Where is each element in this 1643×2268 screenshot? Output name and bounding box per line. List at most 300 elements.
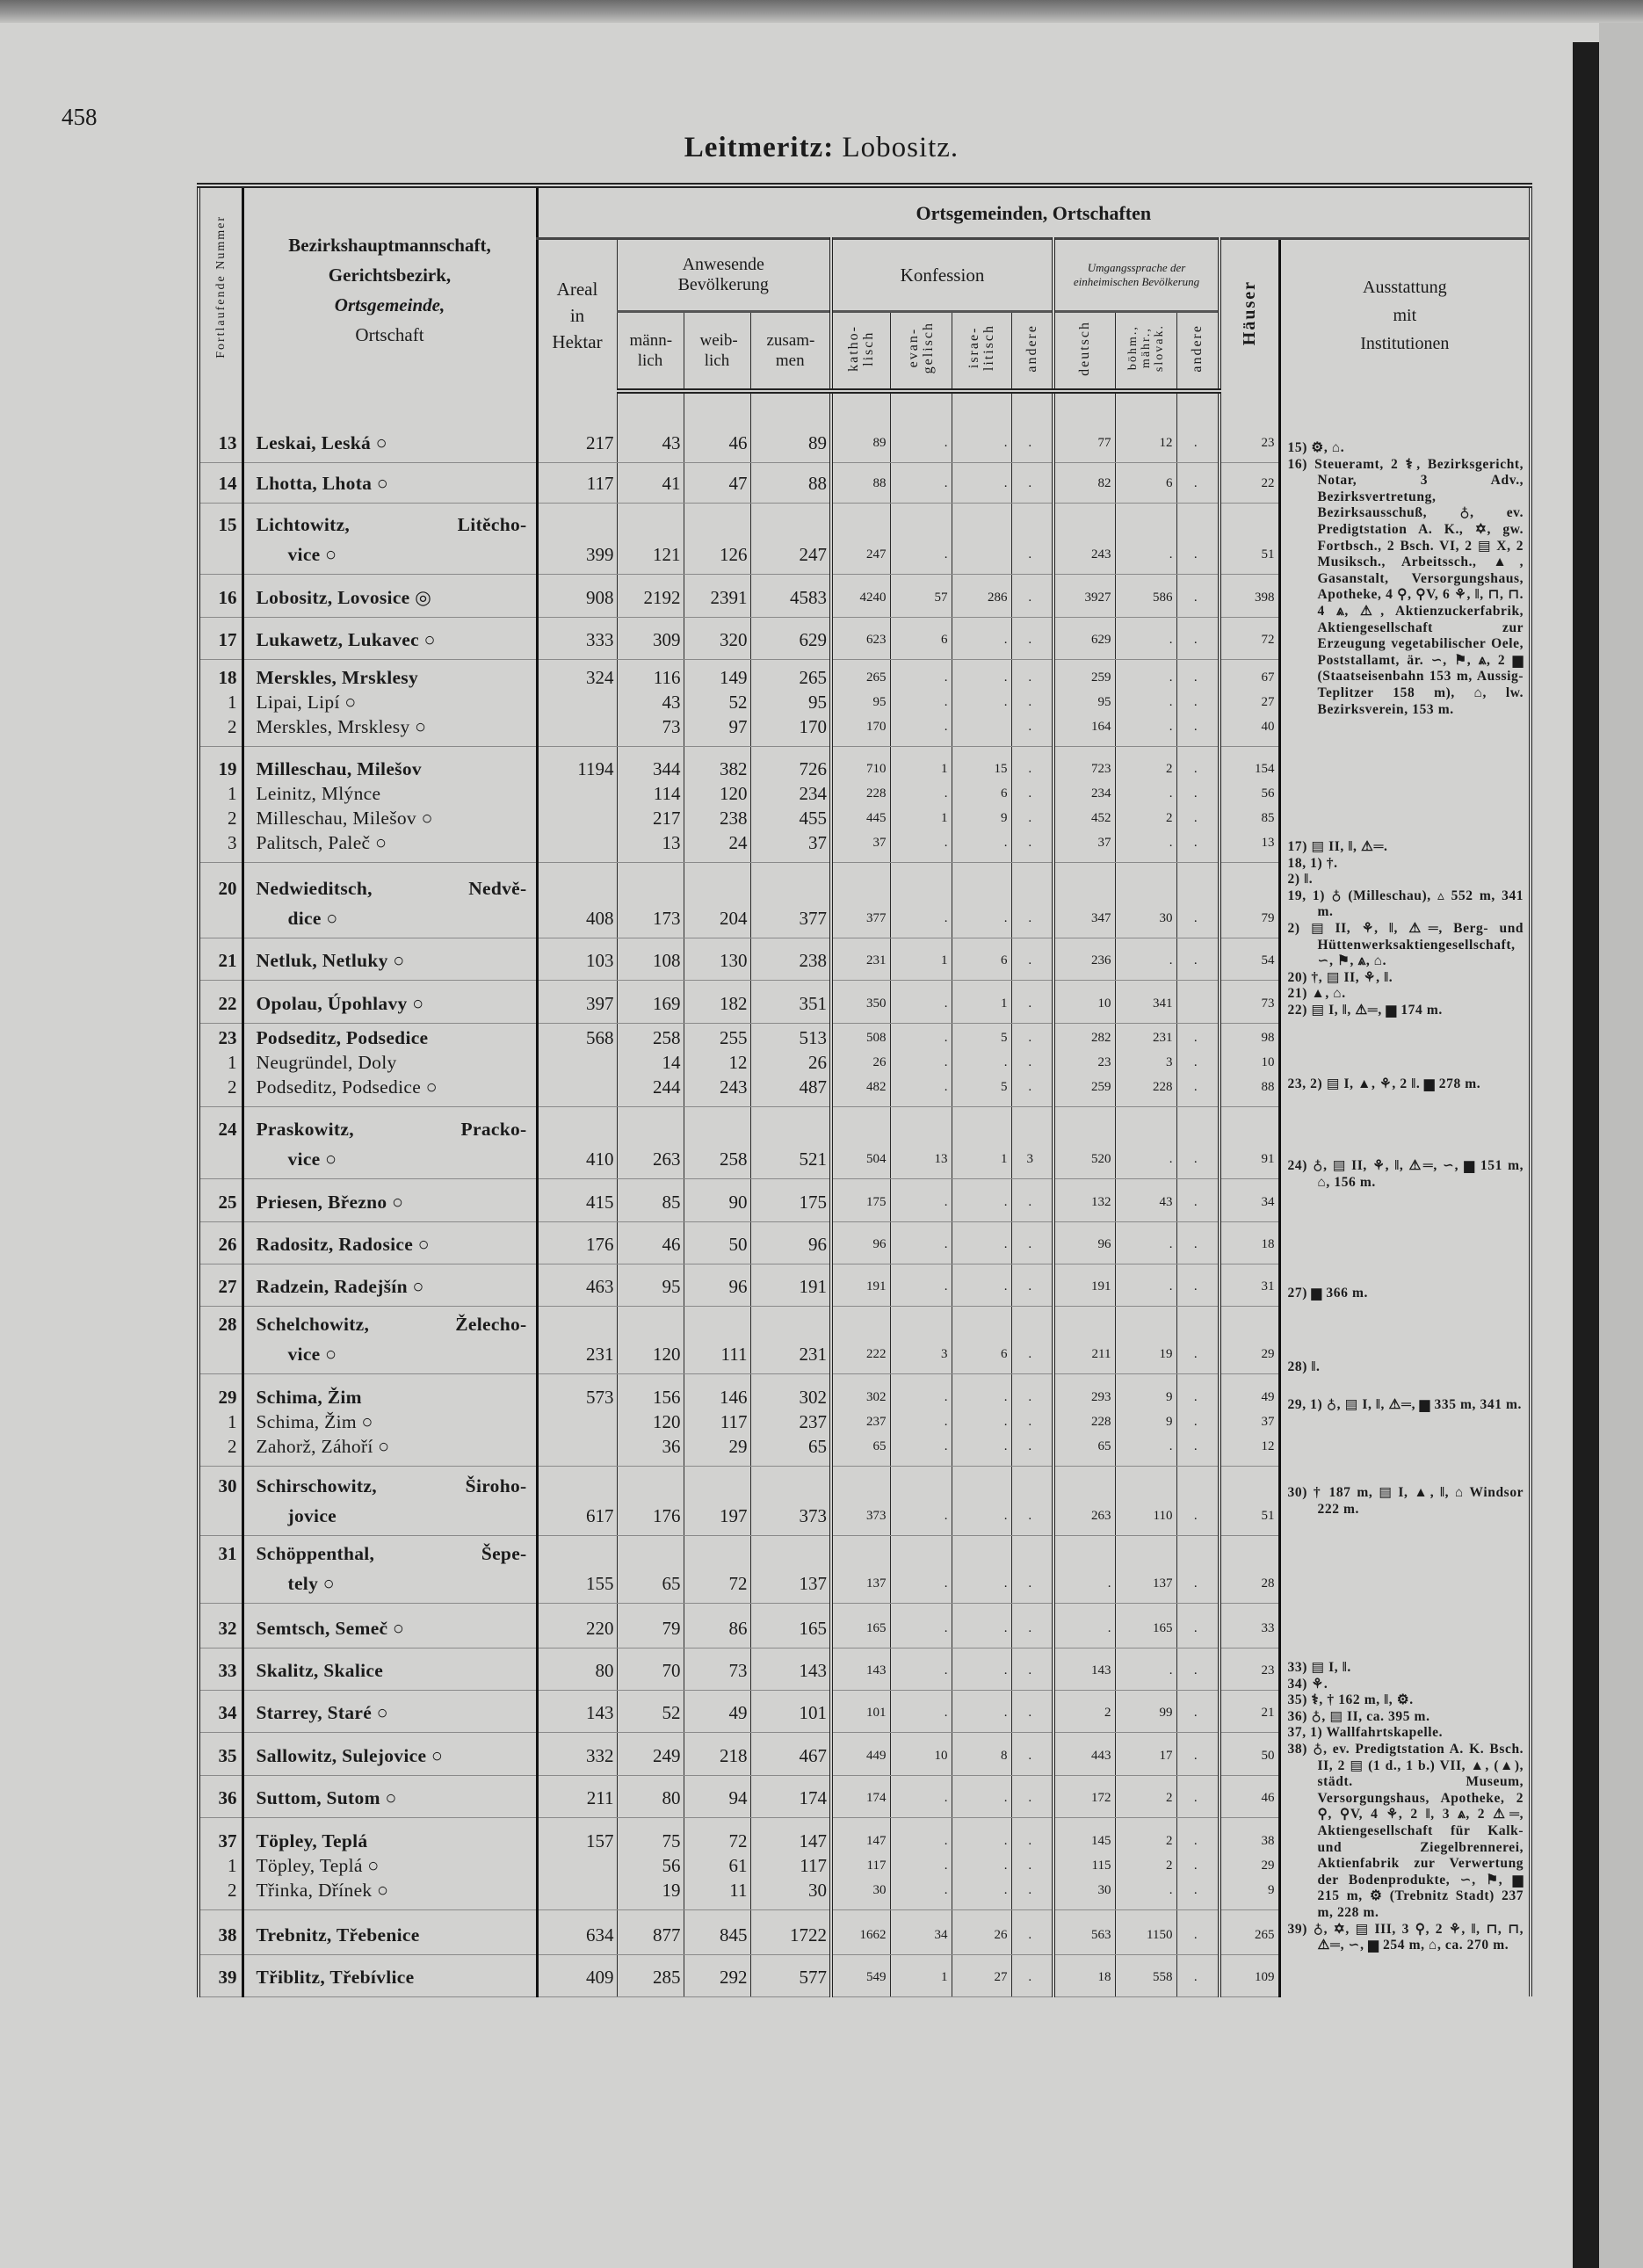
cell-lines: [1012, 1786, 1053, 1817]
cell-lines: [684, 665, 750, 746]
andere-sprache-value: .: [1193, 1705, 1198, 1720]
place-name-cell: [242, 862, 537, 938]
andere-sprache-value: .: [1193, 1079, 1198, 1094]
andere-konfession-cell: [1011, 462, 1053, 503]
zusammen-value: 231: [799, 1343, 827, 1365]
areal-value: [539, 830, 617, 855]
haeuser-cell: [1220, 1221, 1279, 1264]
haeuser-cell: [1220, 1775, 1279, 1817]
cell-lines: [539, 1232, 617, 1264]
row-number-cell: [199, 1535, 242, 1603]
boehmisch-cell: [1115, 574, 1176, 617]
cell-lines: [618, 1025, 684, 1106]
maennlich-cell: [617, 503, 684, 574]
cell-lines: [244, 1025, 536, 1106]
maennlich-value: 244: [653, 1076, 681, 1098]
row-number: 1: [228, 1410, 237, 1432]
weiblich-cell: [684, 980, 750, 1023]
deutsch-cell: [1053, 574, 1115, 617]
areal-cell: [537, 617, 617, 659]
maennlich-cell: [617, 1373, 684, 1466]
deutsch-value: 96: [1097, 1236, 1111, 1251]
place-name: Leinitz, Mlýnce: [256, 782, 381, 804]
haeuser-value: [1221, 1468, 1278, 1504]
andere-konfession-value: .: [1028, 1346, 1032, 1361]
zusammen-value: 521: [799, 1148, 827, 1170]
areal-value: 332: [586, 1744, 614, 1766]
place-name: Milleschau, Milešov: [256, 757, 422, 779]
row-number-cell: [199, 617, 242, 659]
cell-lines: [1221, 1112, 1278, 1178]
deutsch-value: 259: [1091, 1079, 1111, 1094]
israelitisch-value: 6: [1001, 1346, 1008, 1361]
zusammen-value: 629: [799, 628, 827, 650]
israelitisch-value: [952, 542, 1011, 567]
weiblich-value: [684, 1112, 750, 1147]
boehmisch-cell: [1115, 391, 1176, 462]
boehmisch-cell: [1115, 1775, 1176, 1817]
cell-lines: [1055, 1468, 1115, 1535]
cell-lines: [244, 1743, 536, 1775]
row-number: [200, 906, 242, 931]
place-name: Neugründel, Doly: [256, 1051, 397, 1073]
row-number: 31: [218, 1542, 237, 1564]
cell-lines: [1221, 1786, 1278, 1817]
haeuser-value: 73: [1261, 996, 1275, 1011]
row-number-cell: [199, 1648, 242, 1690]
weiblich-value: 197: [720, 1504, 748, 1526]
israelitisch-value: [952, 871, 1011, 906]
cell-lines: [1116, 1743, 1176, 1775]
cell-lines: [1221, 757, 1278, 862]
cell-lines: [244, 1786, 536, 1817]
boehmisch-cell: [1115, 980, 1176, 1023]
zusammen-value: [751, 1307, 830, 1342]
cell-lines: [244, 757, 536, 862]
israelitisch-value: .: [1003, 670, 1008, 685]
cell-lines: [833, 507, 890, 574]
cell-lines: [684, 1923, 750, 1954]
weiblich-value: 845: [720, 1924, 748, 1946]
cell-lines: [1177, 585, 1219, 617]
israelitisch-value: .: [1003, 1705, 1008, 1720]
maennlich-value: 41: [662, 472, 681, 494]
cell-lines: [751, 1616, 830, 1648]
cell-lines: [1012, 431, 1053, 462]
place-name: Lichtowitz, Litěcho-: [256, 513, 527, 535]
cell-lines: [891, 431, 952, 462]
deutsch-value: 132: [1091, 1194, 1111, 1209]
andere-konfession-cell: [1011, 980, 1053, 1023]
andere-sprache-cell: [1176, 391, 1220, 462]
weiblich-value: 46: [728, 431, 748, 453]
areal-value: 211: [586, 1786, 614, 1808]
haeuser-value: 67: [1261, 670, 1275, 685]
cell-lines: [618, 1385, 684, 1466]
place-name-cell: [242, 1221, 537, 1264]
cell-lines: [684, 1616, 750, 1648]
boehmisch-cell: [1115, 1466, 1176, 1535]
areal-value: 399: [586, 543, 614, 565]
deutsch-cell: [1053, 503, 1115, 574]
israelitisch-value: .: [1003, 435, 1008, 450]
row-number-cell: [199, 1178, 242, 1221]
cell-lines: [1012, 1232, 1053, 1264]
cell-lines: [891, 1190, 952, 1221]
note-block: [1288, 1076, 1524, 1093]
haeuser-value: 34: [1261, 1194, 1275, 1209]
cell-lines: [751, 1307, 830, 1373]
cell-lines: [751, 1536, 830, 1603]
haeuser-cell: [1220, 1909, 1279, 1954]
maennlich-cell: [617, 659, 684, 746]
row-number: [200, 1571, 242, 1596]
cell-lines: [1055, 1232, 1115, 1264]
weiblich-value: 149: [720, 666, 748, 688]
andere-sprache-value: .: [1193, 632, 1198, 647]
haeuser-value: 21: [1261, 1705, 1275, 1720]
cell-lines: [618, 1307, 684, 1373]
andere-konfession-cell: [1011, 1373, 1053, 1466]
cell-lines: [684, 1232, 750, 1264]
andere-konfession-value: .: [1028, 953, 1032, 967]
boehmisch-value: 2: [1166, 1833, 1173, 1848]
zusammen-cell: [750, 1221, 831, 1264]
areal-value: 220: [586, 1617, 614, 1639]
cell-lines: [1116, 1536, 1176, 1603]
place-name: tely ○: [287, 1572, 336, 1594]
weiblich-cell: [684, 1775, 750, 1817]
areal-value: [539, 1468, 617, 1504]
katholisch-value: 4240: [859, 590, 887, 605]
areal-cell: [537, 1178, 617, 1221]
cell-lines: [1055, 1700, 1115, 1732]
cell-lines: [1177, 1190, 1219, 1221]
maennlich-value: [618, 1307, 684, 1342]
evangelisch-value: .: [944, 1194, 948, 1209]
cell-lines: [1221, 507, 1278, 574]
andere-konfession-cell: [1011, 617, 1053, 659]
andere-konfession-value: .: [1028, 761, 1032, 776]
weiblich-value: 218: [720, 1744, 748, 1766]
place-name-cell: [242, 391, 537, 462]
israelitisch-value: 6: [1001, 786, 1008, 801]
katholisch-value: 89: [872, 435, 887, 450]
cell-lines: [952, 1658, 1011, 1690]
cell-lines: [1055, 1829, 1115, 1909]
header-bevoelkerung: Anwesende Bevölkerung: [617, 239, 831, 312]
cell-lines: [244, 1923, 536, 1954]
areal-value: [539, 714, 617, 739]
haeuser-value: [1221, 1307, 1278, 1342]
weiblich-value: 49: [728, 1701, 748, 1723]
cell-lines: [751, 1468, 830, 1535]
place-name-cell: [242, 1373, 537, 1466]
israelitisch-value: 1: [1001, 996, 1008, 1011]
cell-lines: [539, 1307, 617, 1373]
israelitisch-value: 286: [988, 590, 1008, 605]
andere-sprache-cell: [1176, 746, 1220, 862]
cell-lines: [833, 1232, 890, 1264]
weiblich-value: 29: [728, 1435, 748, 1457]
boehmisch-value: [1116, 1536, 1176, 1571]
areal-value: 155: [586, 1572, 614, 1594]
cell-lines: [1177, 1232, 1219, 1264]
deutsch-value: .: [1107, 1576, 1111, 1590]
cell-lines: [1012, 1829, 1053, 1909]
header-name-line: Gerichtsbezirk,: [328, 264, 452, 286]
row-number: 30: [218, 1475, 237, 1496]
haeuser-value: 37: [1261, 1414, 1275, 1429]
boehmisch-value: 2: [1166, 1790, 1173, 1805]
zusammen-value: [751, 1468, 830, 1504]
row-number: 16: [218, 586, 237, 608]
evangelisch-cell: [890, 862, 952, 938]
scan-top-edge: [0, 0, 1643, 23]
andere-konfession-cell: [1011, 938, 1053, 980]
row-number: 18: [218, 666, 237, 688]
maennlich-value: [618, 1112, 684, 1147]
cell-lines: [684, 507, 750, 574]
maennlich-value: 85: [662, 1191, 681, 1213]
zusammen-value: 117: [800, 1854, 827, 1876]
katholisch-cell: [831, 503, 890, 574]
cell-lines: [891, 665, 952, 746]
evangelisch-value: .: [944, 910, 948, 925]
evangelisch-cell: [890, 503, 952, 574]
katholisch-value: 231: [866, 953, 887, 967]
israelitisch-cell: [952, 1178, 1011, 1221]
andere-sprache-value: .: [1193, 953, 1198, 967]
cell-lines: [539, 507, 617, 574]
evangelisch-value: .: [944, 835, 948, 850]
israelitisch-value: [952, 1536, 1011, 1571]
maennlich-value: 2192: [643, 586, 681, 608]
evangelisch-value: [891, 1307, 952, 1342]
cell-lines: [200, 1307, 242, 1373]
maennlich-cell: [617, 462, 684, 503]
deutsch-cell: [1053, 1954, 1115, 1996]
zusammen-cell: [750, 391, 831, 462]
evangelisch-value: [891, 507, 952, 542]
zusammen-value: 143: [799, 1659, 827, 1681]
place-name: Lhotta, Lhota ○: [256, 472, 389, 494]
haeuser-value: 79: [1261, 910, 1275, 925]
cell-lines: [833, 1658, 890, 1690]
boehmisch-cell: [1115, 1023, 1176, 1106]
cell-lines: [952, 1385, 1011, 1466]
haeuser-cell: [1220, 980, 1279, 1023]
andere-konfession-value: .: [1028, 1663, 1032, 1677]
israelitisch-cell: [952, 574, 1011, 617]
deutsch-value: 243: [1091, 547, 1111, 562]
maennlich-value: 309: [653, 628, 681, 650]
andere-konfession-value: .: [1028, 1882, 1032, 1897]
katholisch-cell: [831, 1732, 890, 1775]
row-number: 35: [218, 1744, 237, 1766]
cell-lines: [684, 1307, 750, 1373]
weiblich-value: 320: [720, 628, 748, 650]
maennlich-cell: [617, 1954, 684, 1996]
katholisch-value: [833, 1536, 890, 1571]
cell-lines: [539, 1536, 617, 1603]
cell-lines: [618, 871, 684, 938]
katholisch-value: 265: [866, 670, 887, 685]
deutsch-value: 115: [1091, 1858, 1111, 1873]
areal-value: 103: [586, 949, 614, 971]
israelitisch-value: [952, 1468, 1011, 1504]
cell-lines: [200, 1232, 242, 1264]
cell-lines: [1012, 1536, 1053, 1603]
andere-konfession-value: [1012, 1536, 1053, 1571]
place-name-cell: [242, 1775, 537, 1817]
header-maennlich: männ-lich: [617, 312, 684, 392]
cell-lines: [1116, 665, 1176, 746]
row-number: 3: [228, 831, 237, 853]
andere-sprache-value: .: [1193, 910, 1198, 925]
haeuser-value: 12: [1261, 1438, 1275, 1453]
cell-lines: [618, 431, 684, 462]
maennlich-cell: [617, 1648, 684, 1690]
cell-lines: [1177, 1700, 1219, 1732]
areal-cell: [537, 503, 617, 574]
cell-lines: [684, 1965, 750, 1996]
cell-lines: [200, 1923, 242, 1954]
boehmisch-value: .: [1169, 1236, 1173, 1251]
deutsch-value: 443: [1091, 1748, 1111, 1763]
place-name-cell: [242, 1817, 537, 1909]
evangelisch-value: .: [944, 1882, 948, 1897]
maennlich-value: [618, 871, 684, 906]
cell-lines: [891, 991, 952, 1023]
maennlich-cell: [617, 1221, 684, 1264]
zusammen-cell: [750, 659, 831, 746]
andere-konfession-value: .: [1028, 1927, 1032, 1942]
row-number: 34: [218, 1701, 237, 1723]
boehmisch-cell: [1115, 1954, 1176, 1996]
boehmisch-value: 165: [1153, 1620, 1173, 1635]
israelitisch-value: 6: [1001, 953, 1008, 967]
cell-lines: [751, 471, 830, 503]
cell-lines: [684, 1536, 750, 1603]
evangelisch-value: .: [944, 719, 948, 734]
areal-cell: [537, 1023, 617, 1106]
row-number: [200, 1504, 242, 1528]
katholisch-value: 117: [866, 1858, 887, 1873]
haeuser-cell: [1220, 1817, 1279, 1909]
andere-konfession-value: .: [1028, 1414, 1032, 1429]
evangelisch-value: .: [944, 435, 948, 450]
maennlich-value: 56: [662, 1854, 681, 1876]
weiblich-value: 61: [728, 1854, 748, 1876]
row-number: 19: [218, 757, 237, 779]
evangelisch-value: .: [944, 1620, 948, 1635]
zusammen-value: 88: [808, 472, 827, 494]
israelitisch-value: .: [1003, 835, 1008, 850]
place-name-cell: [242, 1909, 537, 1954]
evangelisch-cell: [890, 1535, 952, 1603]
andere-konfession-value: .: [1028, 547, 1032, 562]
katholisch-cell: [831, 1106, 890, 1178]
place-name: Třiblitz, Třebívlice: [256, 1966, 415, 1988]
row-number-cell: [199, 1221, 242, 1264]
maennlich-cell: [617, 1690, 684, 1732]
row-number: 28: [218, 1313, 237, 1335]
zusammen-value: 165: [799, 1617, 827, 1639]
cell-lines: [1055, 991, 1115, 1023]
weiblich-cell: [684, 1954, 750, 1996]
zusammen-value: 147: [799, 1830, 827, 1851]
cell-lines: [244, 1232, 536, 1264]
row-number: [200, 542, 242, 567]
andere-sprache-value: [1177, 1112, 1219, 1147]
boehmisch-value: 6: [1166, 475, 1173, 490]
cell-lines: [539, 1965, 617, 1996]
cell-lines: [244, 991, 536, 1023]
zusammen-cell: [750, 862, 831, 938]
cell-lines: [1116, 1385, 1176, 1466]
cell-lines: [1221, 665, 1278, 746]
cell-lines: [1055, 1190, 1115, 1221]
cell-lines: [1221, 1025, 1278, 1106]
weiblich-value: 117: [720, 1410, 748, 1432]
weiblich-value: 130: [720, 949, 748, 971]
zusammen-value: 89: [808, 431, 827, 453]
zusammen-cell: [750, 1106, 831, 1178]
haeuser-value: 398: [1255, 590, 1275, 605]
maennlich-value: 156: [653, 1386, 681, 1408]
areal-value: [539, 871, 617, 906]
evangelisch-value: 10: [934, 1748, 948, 1763]
maennlich-cell: [617, 1535, 684, 1603]
cell-lines: [618, 665, 684, 746]
place-name-cell: [242, 1466, 537, 1535]
deutsch-value: 228: [1091, 1414, 1111, 1429]
katholisch-cell: [831, 1690, 890, 1732]
maennlich-value: 173: [653, 907, 681, 929]
areal-value: 231: [586, 1343, 614, 1365]
cell-lines: [891, 948, 952, 980]
cell-lines: [684, 1025, 750, 1106]
andere-konfession-cell: [1011, 1603, 1053, 1648]
place-name: Merskles, Mrsklesy: [256, 666, 419, 688]
katholisch-value: 373: [866, 1508, 887, 1523]
cell-lines: [1055, 1658, 1115, 1690]
evangelisch-value: .: [944, 1389, 948, 1404]
header-umgangssprache: Umgangssprache der einheimischen Bevölkerung: [1053, 239, 1220, 312]
katholisch-value: 191: [866, 1279, 887, 1293]
deutsch-value: 452: [1091, 810, 1111, 825]
cell-lines: [891, 1112, 952, 1178]
katholisch-value: 37: [872, 835, 887, 850]
deutsch-value: 2: [1104, 1705, 1111, 1720]
header-areal-line: Hektar: [552, 331, 603, 352]
weiblich-cell: [684, 1817, 750, 1909]
cell-lines: [1221, 948, 1278, 980]
note-block: [1288, 1397, 1524, 1414]
cell-lines: [891, 1965, 952, 1996]
cell-lines: [833, 431, 890, 462]
cell-lines: [891, 507, 952, 574]
haeuser-value: [1221, 1112, 1278, 1147]
cell-lines: [1012, 991, 1053, 1023]
cell-lines: [1177, 1468, 1219, 1535]
cell-lines: [618, 1658, 684, 1690]
cell-lines: [751, 1743, 830, 1775]
areal-value: [539, 806, 617, 830]
table-body: [199, 391, 1531, 1996]
deutsch-cell: [1053, 1106, 1115, 1178]
